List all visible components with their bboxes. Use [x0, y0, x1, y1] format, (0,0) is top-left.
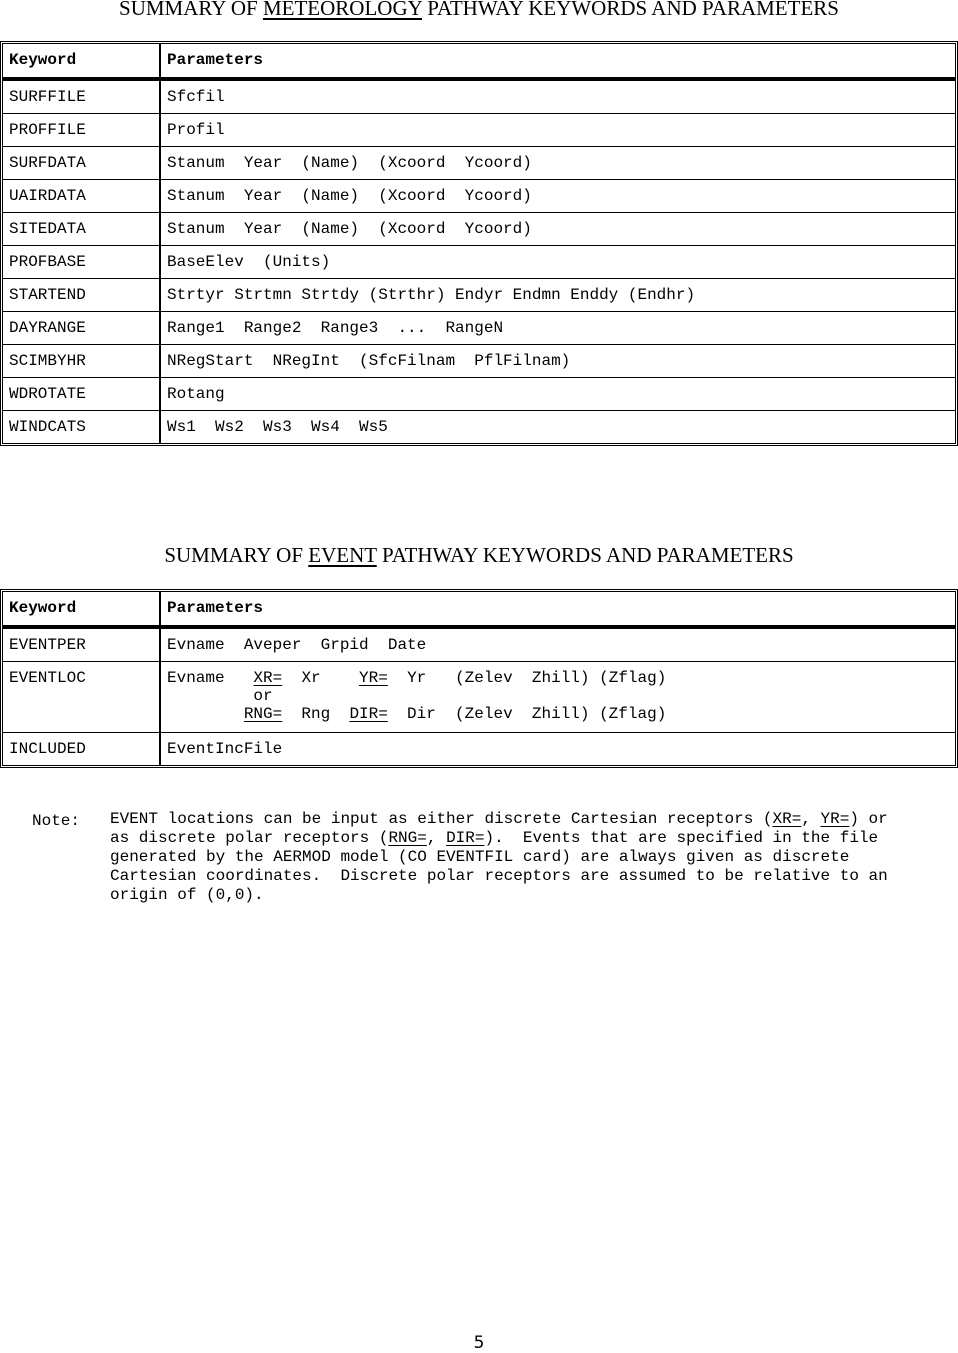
table-row: [3, 411, 955, 443]
page-number: 5: [473, 1333, 485, 1353]
keyword-cell: SCIMBYHR: [3, 345, 161, 378]
note-text: ) or: [849, 810, 888, 828]
parameters-cell: Stanum Year (Name) (Xcoord Ycoord): [161, 180, 955, 213]
note-label: Note:: [32, 812, 81, 830]
parameters-header: Parameters: [161, 592, 955, 629]
parameters-cell: BaseElev (Units): [161, 246, 955, 279]
table-row: [3, 629, 955, 662]
title-prefix: SUMMARY OF: [119, 0, 263, 20]
keyword-cell: EVENTPER: [3, 629, 161, 662]
keyword-cell: WDROTATE: [3, 378, 161, 411]
title-underlined: METEOROLOGY: [262, 0, 422, 20]
keyword-cell: STARTEND: [3, 279, 161, 312]
meteorology-section-title: [0, 0, 958, 21]
parameters-cell: EventIncFile: [167, 740, 283, 758]
yr-keyword: YR=: [820, 810, 850, 828]
rng-keyword: RNG=: [388, 829, 427, 847]
xr-keyword: XR=: [253, 669, 283, 687]
param-text: Xr: [282, 669, 360, 687]
meteorology-keywords-table: [0, 41, 958, 446]
xr-keyword: XR=: [772, 810, 802, 828]
title-suffix: PATHWAY KEYWORDS AND PARAMETERS: [422, 0, 839, 20]
keyword-cell: WINDCATS: [3, 411, 161, 443]
parameters-cell: NRegStart NRegInt (SfcFilnam PflFilnam): [161, 345, 955, 378]
param-text: Dir (Zelev Zhill) (Zflag): [387, 705, 667, 723]
keyword-cell: PROFBASE: [3, 246, 161, 279]
dir-keyword: DIR=: [349, 705, 388, 723]
parameters-cell: Profil: [161, 114, 955, 147]
parameters-cell: Range1 Range2 Range3 ... RangeN: [161, 312, 955, 345]
note-text: ,: [426, 829, 447, 847]
note-text: generated by the AERMOD model (CO EVENTFIL card) are always given as discrete: [110, 848, 850, 866]
parameters-cell: Sfcfil: [161, 81, 955, 114]
note-text: ,: [801, 810, 821, 828]
note-text: as discrete polar receptors (: [110, 829, 389, 847]
eventloc-parameters-cell: [161, 662, 955, 733]
keyword-cell: SURFDATA: [3, 147, 161, 180]
table-row: [3, 378, 955, 411]
table-row: [3, 213, 955, 246]
keyword-cell: UAIRDATA: [3, 180, 161, 213]
keyword-cell: SITEDATA: [3, 213, 161, 246]
parameters-cell: Stanum Year (Name) (Xcoord Ycoord): [161, 147, 955, 180]
note-text: EVENT locations can be input as either discrete Cartesian receptors (: [110, 810, 773, 828]
title-suffix: PATHWAY KEYWORDS AND PARAMETERS: [376, 543, 794, 567]
table-row: [3, 662, 955, 733]
table-row: [3, 147, 955, 180]
rng-keyword: RNG=: [243, 705, 283, 723]
event-section-title: [0, 543, 958, 568]
table-row: [3, 180, 955, 213]
title-underlined: EVENT: [308, 543, 377, 567]
parameters-cell: Evname Aveper Grpid Date: [161, 629, 955, 662]
keyword-cell: EVENTLOC: [3, 662, 161, 733]
parameters-cell: Stanum Year (Name) (Xcoord Ycoord): [161, 213, 955, 246]
param-text: [167, 705, 244, 723]
keyword-cell: DAYRANGE: [3, 312, 161, 345]
param-text: Evname: [167, 669, 254, 687]
note-body: [110, 810, 950, 905]
parameters-cell: Rotang: [161, 378, 955, 411]
table-row: [3, 114, 955, 147]
table-header-row: [3, 592, 955, 629]
table-row: [3, 312, 955, 345]
table-row: [3, 246, 955, 279]
yr-keyword: YR=: [359, 669, 388, 687]
event-keywords-table: [0, 589, 958, 768]
or-text: or: [167, 687, 273, 705]
keyword-cell: INCLUDED: [3, 733, 161, 765]
keyword-header: Keyword: [3, 592, 161, 629]
keyword-header: Keyword: [3, 44, 161, 81]
table-row: [3, 279, 955, 312]
note-text: origin of (0,0).: [110, 886, 264, 904]
note-text: ). Events that are specified in the file: [484, 829, 879, 847]
parameters-cell: Strtyr Strtmn Strtdy (Strthr) Endyr Endmn Enddy (Endhr): [161, 279, 955, 312]
dir-keyword: DIR=: [446, 829, 485, 847]
table-row: [3, 733, 955, 765]
keyword-cell: PROFFILE: [3, 114, 161, 147]
keyword-cell: SURFFILE: [3, 81, 161, 114]
parameters-cell: Ws1 Ws2 Ws3 Ws4 Ws5: [167, 418, 388, 436]
note-text: Cartesian coordinates. Discrete polar receptors are assumed to be relative to an: [110, 867, 888, 885]
param-text: Rng: [282, 705, 350, 723]
title-prefix: SUMMARY OF: [164, 543, 309, 567]
parameters-header: Parameters: [161, 44, 955, 81]
param-text: Yr (Zelev Zhill) (Zflag): [387, 669, 667, 687]
table-row: [3, 81, 955, 114]
table-row: [3, 345, 955, 378]
table-header-row: [3, 44, 955, 81]
